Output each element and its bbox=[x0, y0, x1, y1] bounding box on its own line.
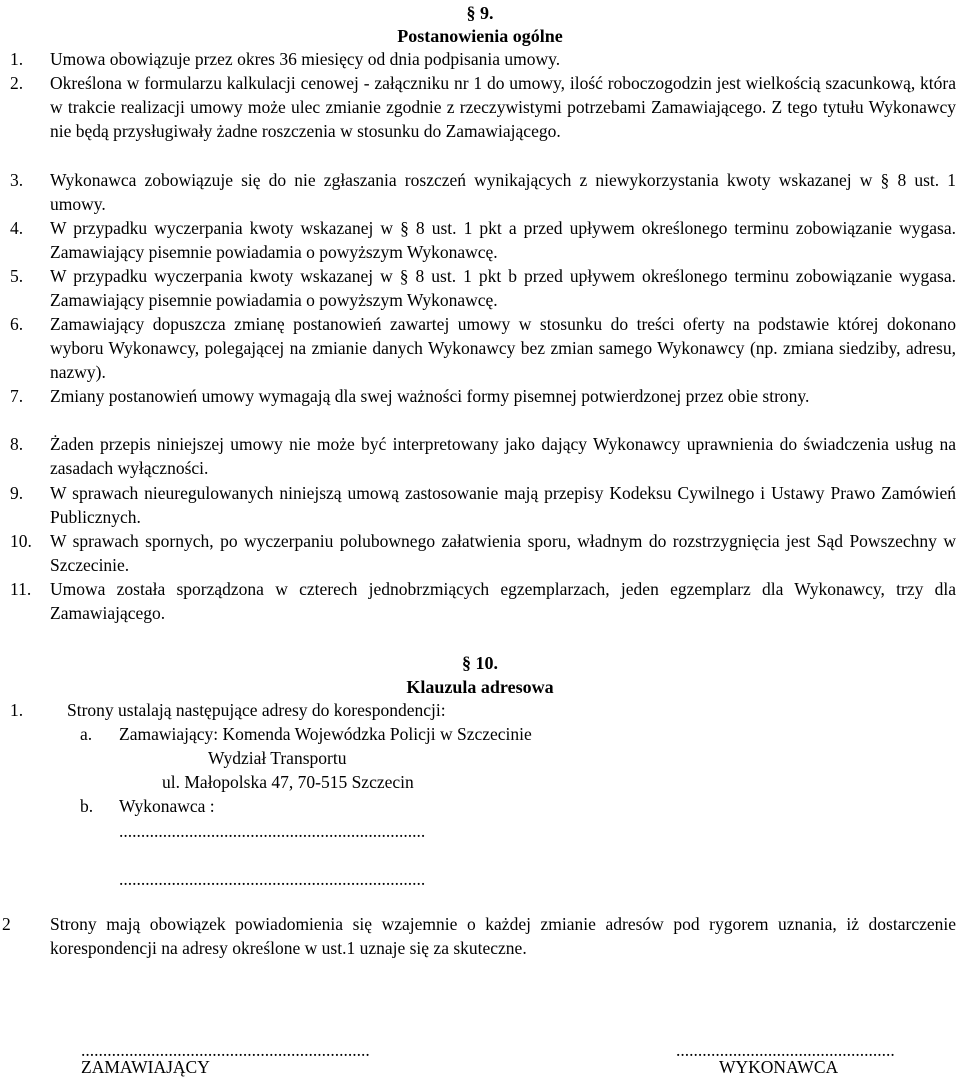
signature-line-orderer: .................................................................. bbox=[81, 1040, 370, 1060]
signature-line-contractor: .................................................. bbox=[676, 1040, 895, 1060]
item-text: Wykonawca zobowiązuje się do nie zgłaszania roszczeń wynikających z niewykorzystania kwoty wskazanej w § 8 ust. 1 umowy. bbox=[50, 170, 956, 214]
list-item bbox=[2, 912, 956, 960]
list-item bbox=[10, 264, 956, 312]
list-item bbox=[10, 529, 956, 577]
item-text: Strony ustalają następujące adresy do korespondencji: bbox=[67, 700, 446, 720]
item-number: 9. bbox=[10, 483, 24, 503]
item-text: Zamawiający dopuszcza zmianę postanowień zawartej umowy w stosunku do treści oferty na podstawie której dokonano wyboru Wykonawcy, polegającej na zmianie danych Wykonawcy bez zmian samego Wykonawcy (np. zmiana siedziby, adresu, nazwy). bbox=[50, 314, 956, 382]
subitem-letter-b: b. bbox=[80, 796, 94, 816]
item-text: Zmiany postanowień umowy wymagają dla swej ważności formy pisemnej potwierdzonej przez obie strony. bbox=[50, 386, 810, 406]
list-item bbox=[10, 47, 956, 71]
list-item bbox=[10, 216, 956, 264]
item-text: Określona w formularzu kalkulacji cenowej - załączniku nr 1 do umowy, ilość roboczogodzin jest wielkością szacunkową, która w trakcie realizacji umowy może ulec zmianie zgodnie z rzeczywistymi potrzebami Zamawiającego. Z tego tytułu Wykonawcy nie będą przysługiwały żadne roszczenia w stosunku do Zamawiającego. bbox=[50, 73, 956, 141]
item-number: 4. bbox=[10, 218, 24, 238]
list-item bbox=[10, 432, 956, 480]
item-text: W przypadku wyczerpania kwoty wskazanej w § 8 ust. 1 pkt a przed upływem określonego terminu zobowiązanie wygasa. Zamawiający pisemnie powiadamia o powyższym Wykonawcę. bbox=[50, 218, 956, 262]
contractor-address-blank-2: ...................................................................... bbox=[119, 869, 426, 889]
item-text: Żaden przepis niniejszej umowy nie może być interpretowany jako dający Wykonawcy uprawnienia do świadczenia usług na zasadach wyłączności. bbox=[50, 434, 956, 478]
orderer-street: ul. Małopolska 47, 70-515 Szczecin bbox=[162, 772, 414, 792]
contractor-address-label: Wykonawca : bbox=[119, 796, 215, 816]
item-number: 10. bbox=[10, 531, 32, 551]
section-9-title: Postanowienia ogólne bbox=[397, 26, 563, 46]
item-text: Umowa została sporządzona w czterech jednobrzmiących egzemplarzach, jeden egzemplarz dla Wykonawcy, trzy dla Zamawiającego. bbox=[50, 579, 956, 623]
item-text: Strony mają obowiązek powiadomienia się wzajemnie o każdej zmianie adresów pod rygorem uznania, iż dostarczenie korespondencji na adresy określone w ust.1 uznaje się za skuteczne. bbox=[50, 914, 956, 958]
orderer-address-label: Zamawiający: Komenda Wojewódzka Policji w Szczecinie bbox=[119, 724, 532, 744]
item-number: 11. bbox=[10, 579, 32, 599]
item-text: W sprawach nieuregulowanych niniejszą umową zastosowanie mają przepisy Kodeksu Cywilnego i Ustawy Prawo Zamówień Publicznych. bbox=[50, 483, 956, 527]
item-text: W przypadku wyczerpania kwoty wskazanej w § 8 ust. 1 pkt b przed upływem określonego terminu zobowiązanie wygasa. Zamawiający pisemnie powiadamia o powyższym Wykonawcę. bbox=[50, 266, 956, 310]
item-number: 1. bbox=[10, 700, 24, 720]
list-item bbox=[10, 71, 956, 143]
item-number: 1. bbox=[10, 49, 24, 69]
subitem-letter-a: a. bbox=[80, 724, 93, 744]
item-number: 2 bbox=[2, 914, 11, 934]
item-number: 3. bbox=[10, 170, 24, 190]
list-item bbox=[10, 577, 956, 625]
section-10-number: § 10. bbox=[462, 653, 498, 673]
item-number: 5. bbox=[10, 266, 24, 286]
item-number: 8. bbox=[10, 434, 24, 454]
item-number: 2. bbox=[10, 73, 24, 93]
contractor-address-blank-1: ...................................................................... bbox=[119, 821, 426, 841]
list-item bbox=[10, 384, 956, 408]
item-text: W sprawach spornych, po wyczerpaniu polubownego załatwienia sporu, władnym do rozstrzygnięcia jest Sąd Powszechny w Szczecinie. bbox=[50, 531, 956, 575]
section-9-number: § 9. bbox=[466, 3, 494, 23]
signature-label-contractor: WYKONAWCA bbox=[719, 1057, 839, 1077]
item-number: 6. bbox=[10, 314, 24, 334]
orderer-department: Wydział Transportu bbox=[208, 748, 347, 768]
item-text: Umowa obowiązuje przez okres 36 miesięcy od dnia podpisania umowy. bbox=[50, 49, 561, 69]
item-number: 7. bbox=[10, 386, 24, 406]
list-item bbox=[10, 481, 956, 529]
list-item bbox=[10, 168, 956, 216]
list-item bbox=[10, 312, 956, 384]
signature-label-orderer: ZAMAWIAJĄCY bbox=[81, 1057, 210, 1077]
section-10-title: Klauzula adresowa bbox=[406, 677, 554, 697]
